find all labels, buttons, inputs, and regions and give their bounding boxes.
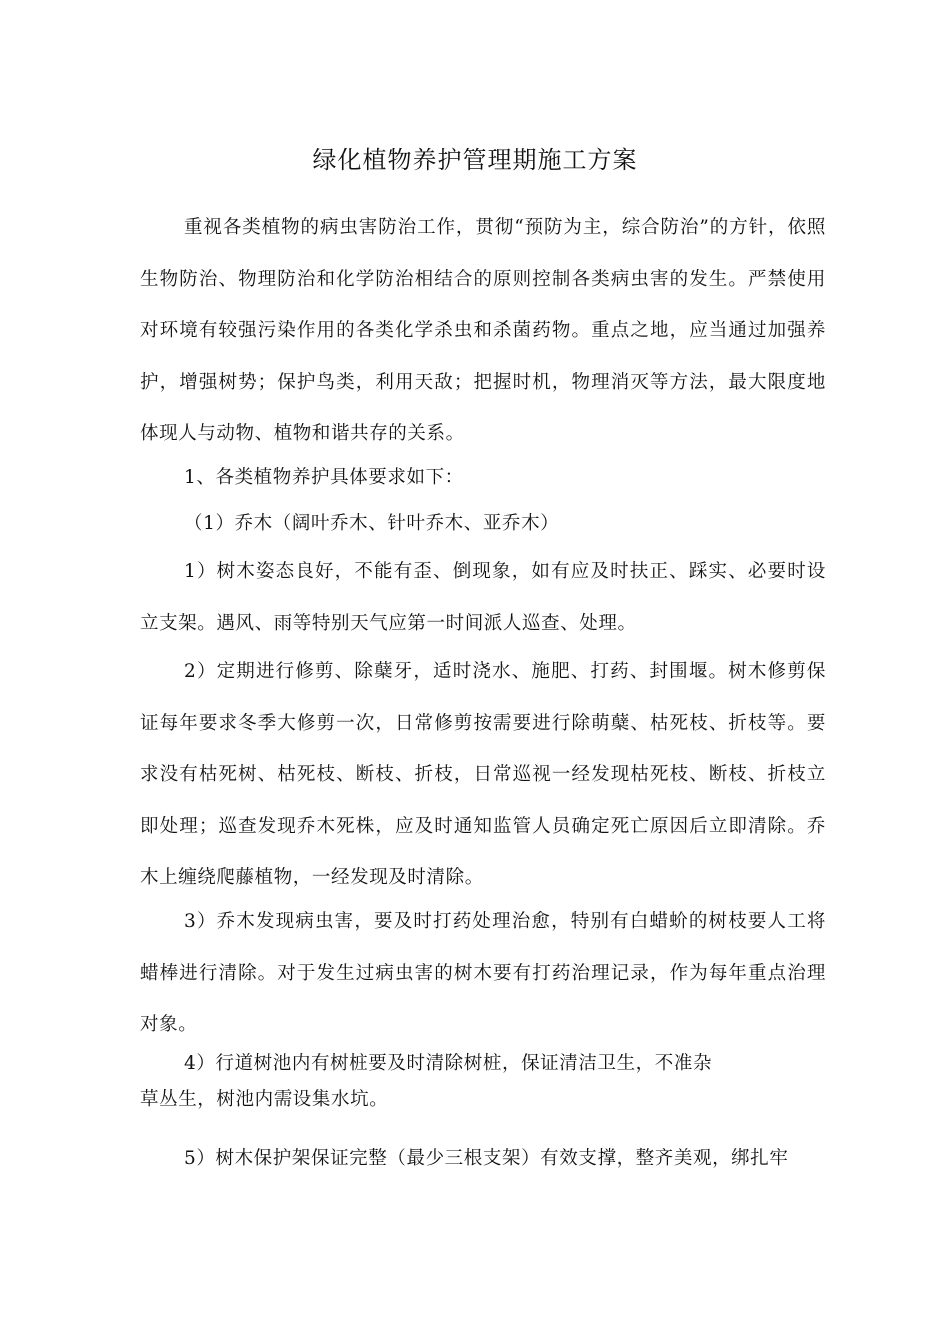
item-2-paragraph: 2）定期进行修剪、除蘖牙，适时浇水、施肥、打药、封围堰。树木修剪保证每年要求冬季大修剪一次，日常修剪按需要进行除萌蘖、枯死枝、折枝等。要求没有枯死树、枯死枝、断枝、折枝，日常巡视一经发现枯死枝、断枝、折枝立即处理；巡查发现乔木死株，应及时通知监管人员确定死亡原因后立即清除。乔木上缠绕爬藤植物，一经发现及时清除。 bbox=[140, 661, 826, 888]
item-3-paragraph: 3）乔木发现病虫害，要及时打药处理治愈，特别有白蜡蚧的树枝要人工将蜡棒进行清除。对于发生过病虫害的树木要有打药治理记录，作为每年重点治理对象。 bbox=[140, 911, 826, 1035]
item-4-line-1: 4）行道树池内有树桩要及时清除树桩，保证清洁卫生，不准杂 bbox=[184, 1053, 713, 1074]
section-heading: 1、各类植物养护具体要求如下： bbox=[184, 467, 464, 488]
item-5-paragraph: 5）树木保护架保证完整（最少三根支架）有效支撑，整齐美观，绑扎牢 bbox=[184, 1148, 789, 1169]
item-4-line-2: 草丛生，树池内需设集水坑。 bbox=[140, 1089, 389, 1110]
intro-paragraph: 重视各类植物的病虫害防治工作，贯彻“预防为主，综合防治”的方针，依照生物防治、物理防治和化学防治相结合的原则控制各类病虫害的发生。严禁使用对环境有较强污染作用的各类化学杀虫和杀菌药物。重点之地，应当通过加强养护，增强树势；保护鸟类，利用天敌；把握时机，物理消灭等方法，最大限度地体现人与动物、植物和谐共存的关系。 bbox=[140, 217, 826, 444]
item-1-paragraph: 1）树木姿态良好，不能有歪、倒现象，如有应及时扶正、踩实、必要时设立支架。遇风、雨等特别天气应第一时间派人巡查、处理。 bbox=[140, 561, 826, 634]
subsection-heading: （1）乔木（阔叶乔木、针叶乔木、亚乔木） bbox=[184, 513, 560, 534]
item-4-paragraph bbox=[140, 1046, 826, 1118]
document-title: 绿化植物养护管理期施工方案 bbox=[312, 146, 638, 174]
